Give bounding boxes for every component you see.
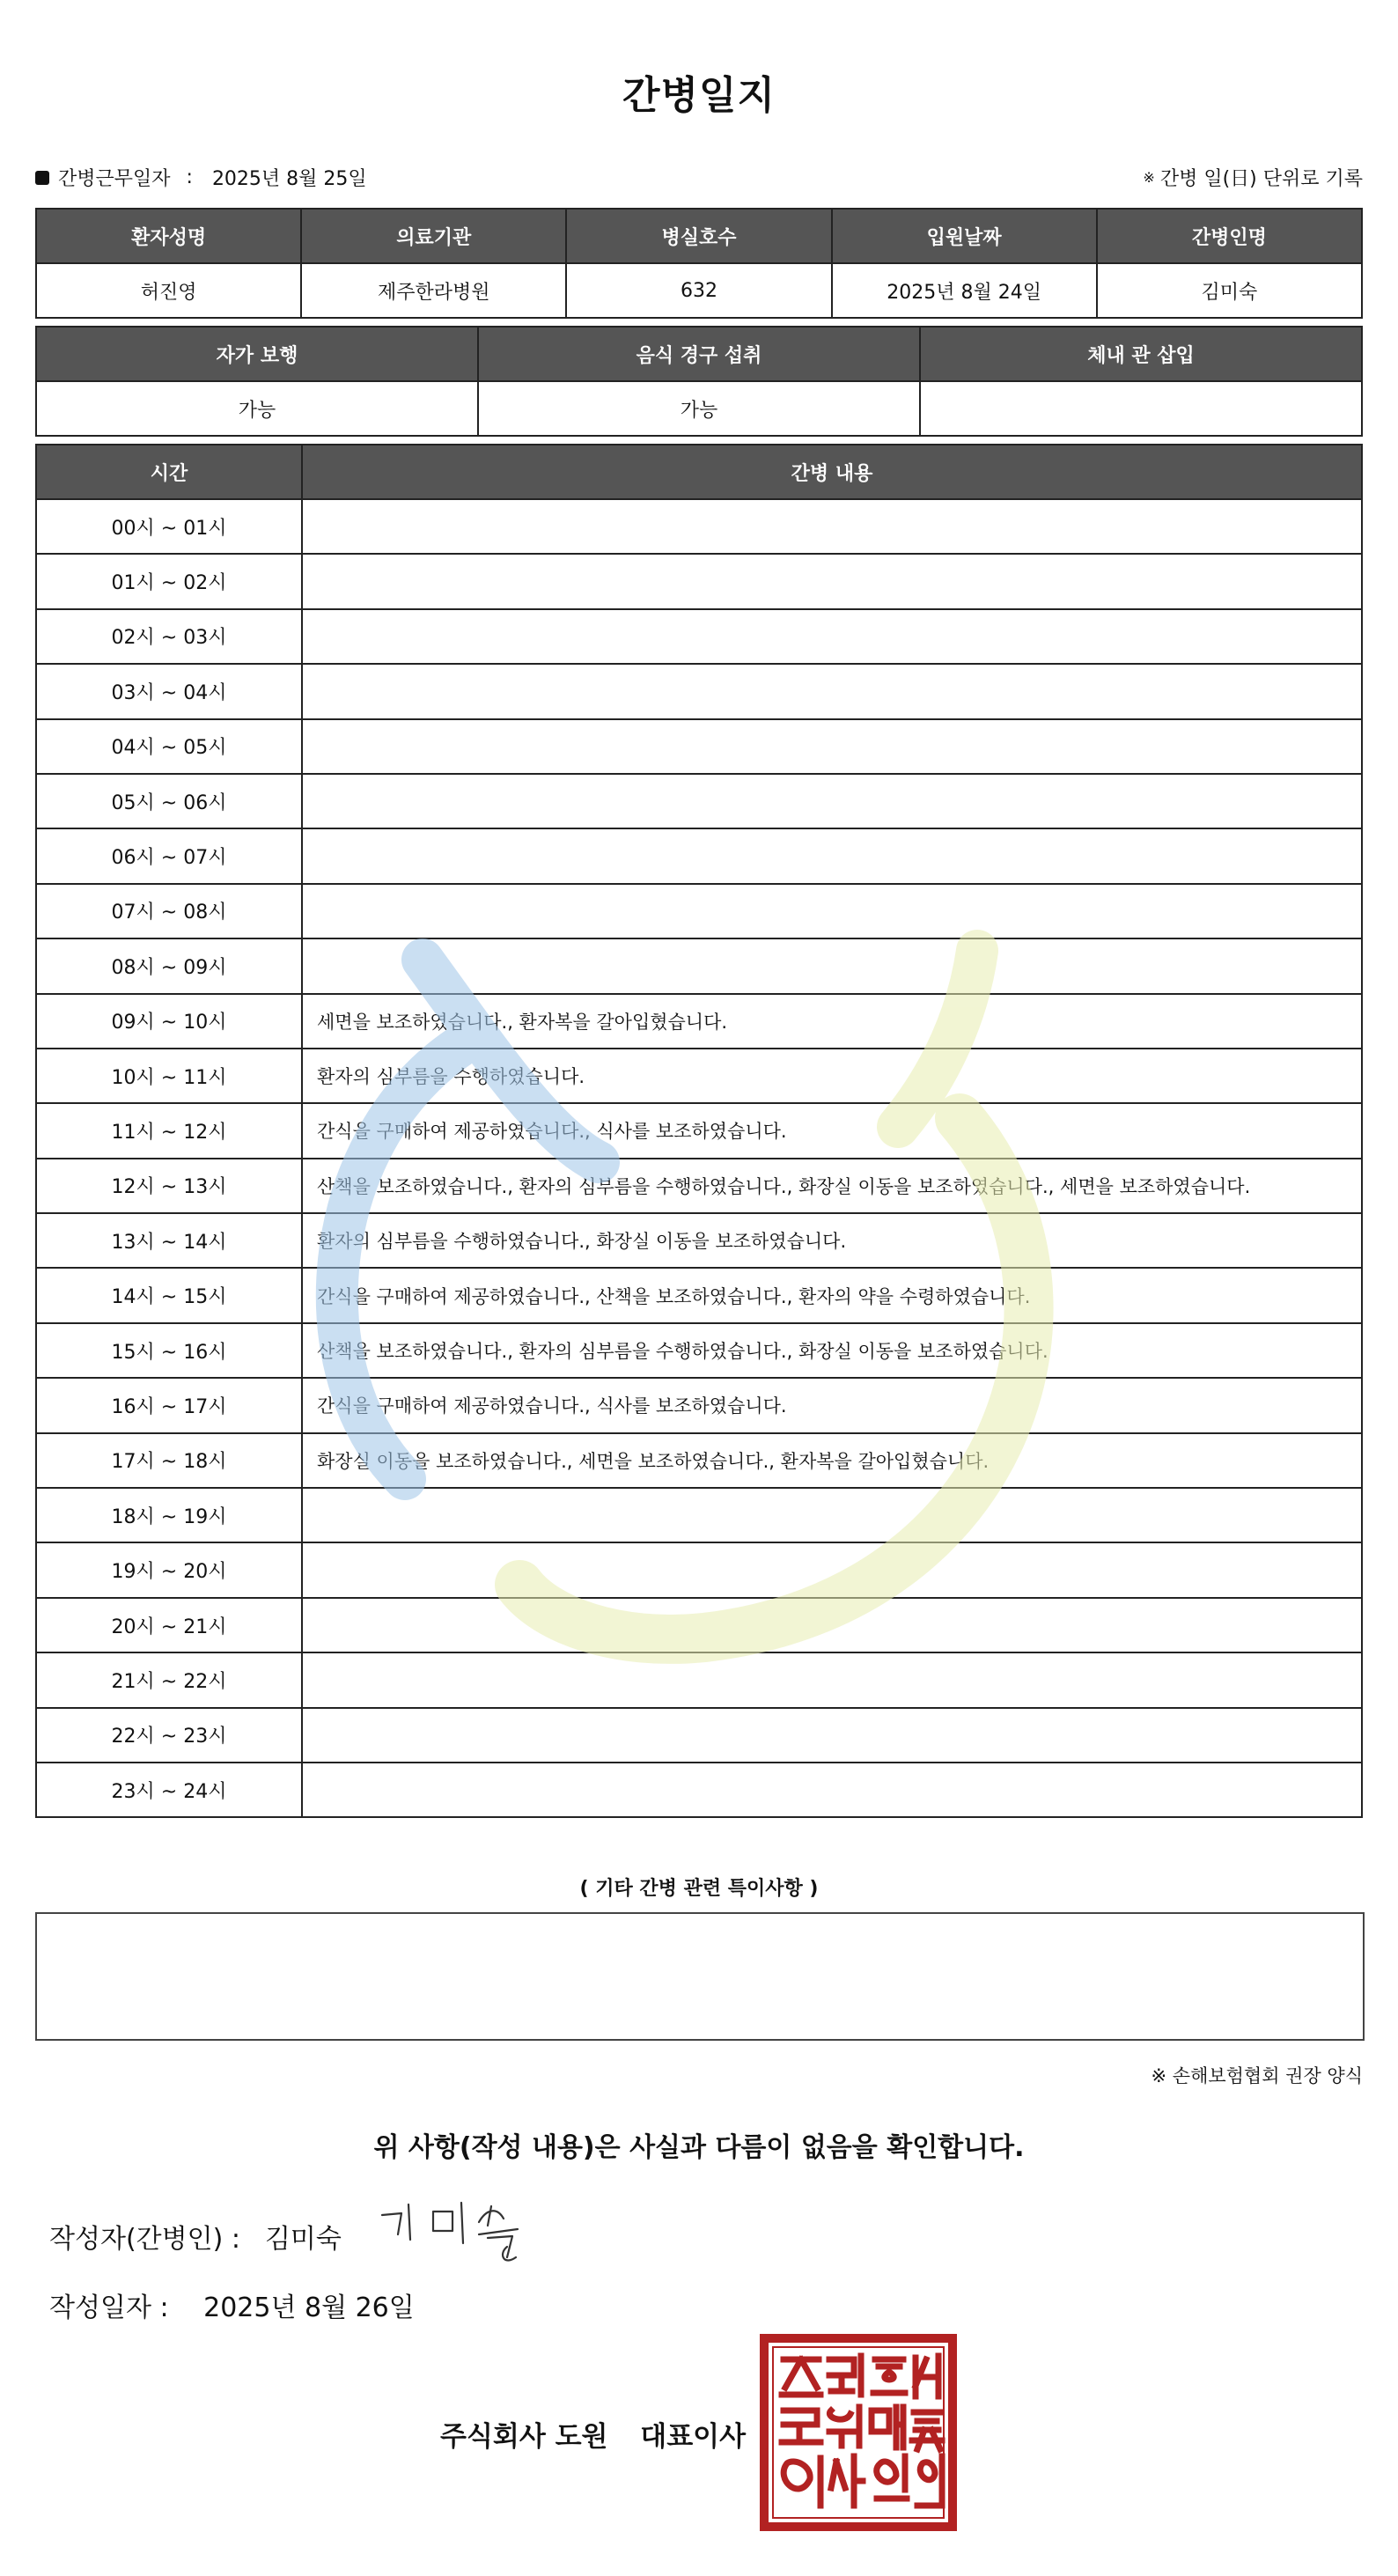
special-notes-title: ( 기타 간병 관련 특이사항 ): [579, 1878, 819, 1900]
company-ceo-title: 대표이사: [640, 2421, 747, 2453]
oral-intake-value: 가능: [478, 381, 920, 436]
log-content[interactable]: 세면을 보조하였습니다., 환자복을 갈아입혔습니다.: [302, 994, 1362, 1049]
log-content[interactable]: [302, 774, 1362, 828]
log-time: 12시 ~ 13시: [36, 1159, 302, 1213]
log-time: 15시 ~ 16시: [36, 1323, 302, 1378]
written-date-label: 작성일자 :: [49, 2293, 169, 2323]
handwritten-signature: [375, 2196, 525, 2275]
patient-status-header-row: [36, 327, 1362, 381]
care-log-row: [36, 1268, 1362, 1322]
admission-date: 2025년 8월 24일: [832, 263, 1097, 318]
log-time: 04시 ~ 05시: [36, 719, 302, 774]
log-time: 06시 ~ 07시: [36, 828, 302, 883]
tube-insertion-value: [920, 381, 1362, 436]
log-content[interactable]: [302, 1652, 1362, 1707]
log-time: 14시 ~ 15시: [36, 1268, 302, 1322]
header-oral-intake: 음식 경구 섭취: [478, 327, 920, 381]
unit-note-text: 간병 일(日) 단위로 기록: [1159, 168, 1363, 190]
care-log-row: [36, 884, 1362, 938]
header-admission-date: 입원날짜: [832, 209, 1097, 263]
log-time: 11시 ~ 12시: [36, 1103, 302, 1158]
log-content[interactable]: [302, 1708, 1362, 1763]
log-time: 18시 ~ 19시: [36, 1488, 302, 1542]
care-log-row: [36, 609, 1362, 664]
care-log-row: [36, 994, 1362, 1049]
care-log-row: [36, 554, 1362, 608]
self-walking-value: 가능: [36, 381, 478, 436]
company-signature: [440, 2414, 746, 2454]
header-caregiver-name: 간병인명: [1097, 209, 1362, 263]
log-content[interactable]: [302, 1598, 1362, 1652]
log-time: 20시 ~ 21시: [36, 1598, 302, 1652]
confirmation-statement: 위 사항(작성 내용)은 사실과 다름이 없음을 확인합니다.: [373, 2132, 1025, 2163]
patient-status-value-row: [36, 381, 1362, 436]
work-date-colon: :: [186, 166, 193, 188]
patient-status-table: [35, 326, 1363, 437]
log-content[interactable]: 산책을 보조하였습니다., 환자의 심부름을 수행하였습니다., 화장실 이동을 보조하였습니다., 세면을 보조하였습니다.: [302, 1159, 1362, 1213]
log-content[interactable]: 간식을 구매하여 제공하였습니다., 식사를 보조하였습니다.: [302, 1103, 1362, 1158]
reference-mark-icon: ※: [1143, 169, 1155, 186]
header-self-walking: 자가 보행: [36, 327, 478, 381]
written-date-row: [49, 2285, 415, 2324]
writer-label: 작성자(간병인) :: [49, 2224, 240, 2255]
special-notes-box[interactable]: [35, 1912, 1365, 2041]
room-number: 632: [566, 263, 831, 318]
patient-name: 허진영: [36, 263, 301, 318]
care-log-row: [36, 1103, 1362, 1158]
care-log-row: [36, 1488, 1362, 1542]
care-log-row: [36, 938, 1362, 993]
written-date-value: 2025년 8월 26일: [203, 2293, 415, 2323]
patient-info-table: [35, 208, 1363, 319]
log-content[interactable]: [302, 884, 1362, 938]
care-log-row: [36, 719, 1362, 774]
log-content[interactable]: 환자의 심부름을 수행하였습니다.: [302, 1049, 1362, 1103]
log-time: 10시 ~ 11시: [36, 1049, 302, 1103]
care-log-row: [36, 774, 1362, 828]
log-time: 13시 ~ 14시: [36, 1213, 302, 1268]
log-time: 22시 ~ 23시: [36, 1708, 302, 1763]
log-content[interactable]: [302, 1763, 1362, 1817]
log-time: 01시 ~ 02시: [36, 554, 302, 608]
header-hospital: 의료기관: [301, 209, 566, 263]
log-content[interactable]: [302, 554, 1362, 608]
work-date: [35, 164, 367, 191]
log-time: 09시 ~ 10시: [36, 994, 302, 1049]
care-log-row: [36, 1433, 1362, 1488]
caregiver-name: 김미숙: [1097, 263, 1362, 318]
patient-info-header-row: [36, 209, 1362, 263]
log-content[interactable]: [302, 938, 1362, 993]
care-log-row: [36, 1213, 1362, 1268]
square-bullet-icon: [35, 171, 49, 185]
log-time: 19시 ~ 20시: [36, 1542, 302, 1597]
writer-row: [49, 2217, 342, 2256]
log-content[interactable]: 간식을 구매하여 제공하였습니다., 식사를 보조하였습니다.: [302, 1378, 1362, 1432]
writer-name: 김미숙: [264, 2224, 342, 2255]
log-content[interactable]: 화장실 이동을 보조하였습니다., 세면을 보조하였습니다., 환자복을 갈아입혔습니다.: [302, 1433, 1362, 1488]
log-content[interactable]: [302, 1488, 1362, 1542]
care-log-row: [36, 1763, 1362, 1817]
company-seal-stamp: [759, 2333, 958, 2532]
care-log-body: [36, 499, 1362, 1817]
header-tube-insertion: 체내 관 삽입: [920, 327, 1362, 381]
work-date-label: 간병근무일자: [58, 168, 171, 190]
log-content[interactable]: 환자의 심부름을 수행하였습니다., 화장실 이동을 보조하였습니다.: [302, 1213, 1362, 1268]
header-patient-name: 환자성명: [36, 209, 301, 263]
document-title: 간병일지: [622, 73, 776, 118]
log-content[interactable]: 간식을 구매하여 제공하였습니다., 산책을 보조하였습니다., 환자의 약을 수령하였습니다.: [302, 1268, 1362, 1322]
care-log-row: [36, 664, 1362, 718]
log-time: 17시 ~ 18시: [36, 1433, 302, 1488]
work-date-value: 2025년 8월 25일: [211, 168, 367, 190]
care-log-row: [36, 1159, 1362, 1213]
care-log-row: [36, 1652, 1362, 1707]
hospital-name: 제주한라병원: [301, 263, 566, 318]
log-time: 03시 ~ 04시: [36, 664, 302, 718]
log-time: 21시 ~ 22시: [36, 1652, 302, 1707]
form-footnote: ※ 손해보험협회 권장 양식: [1151, 2065, 1363, 2087]
log-content[interactable]: [302, 664, 1362, 718]
log-time: 00시 ~ 01시: [36, 499, 302, 554]
log-content[interactable]: 산책을 보조하였습니다., 환자의 심부름을 수행하였습니다., 화장실 이동을 보조하였습니다.: [302, 1323, 1362, 1378]
log-time: 23시 ~ 24시: [36, 1763, 302, 1817]
log-time: 05시 ~ 06시: [36, 774, 302, 828]
header-care-content: 간병 내용: [302, 445, 1362, 499]
care-log-row: [36, 1708, 1362, 1763]
company-name: 주식회사 도원: [440, 2421, 608, 2453]
log-content[interactable]: [302, 828, 1362, 883]
care-log-row: [36, 1378, 1362, 1432]
patient-info-value-row: [36, 263, 1362, 318]
care-log-table: [35, 444, 1363, 1818]
log-content[interactable]: [302, 609, 1362, 664]
care-log-row: [36, 1323, 1362, 1378]
log-content[interactable]: [302, 499, 1362, 554]
care-log-header-row: [36, 445, 1362, 499]
header-room-number: 병실호수: [566, 209, 831, 263]
log-time: 07시 ~ 08시: [36, 884, 302, 938]
care-log-row: [36, 1049, 1362, 1103]
log-time: 08시 ~ 09시: [36, 938, 302, 993]
header-time: 시간: [36, 445, 302, 499]
log-content[interactable]: [302, 719, 1362, 774]
unit-note: [1143, 164, 1363, 191]
care-log-row: [36, 499, 1362, 554]
log-content[interactable]: [302, 1542, 1362, 1597]
log-time: 16시 ~ 17시: [36, 1378, 302, 1432]
log-time: 02시 ~ 03시: [36, 609, 302, 664]
care-log-row: [36, 1598, 1362, 1652]
work-date-row: [35, 164, 1363, 194]
care-log-row: [36, 1542, 1362, 1597]
care-log-row: [36, 828, 1362, 883]
